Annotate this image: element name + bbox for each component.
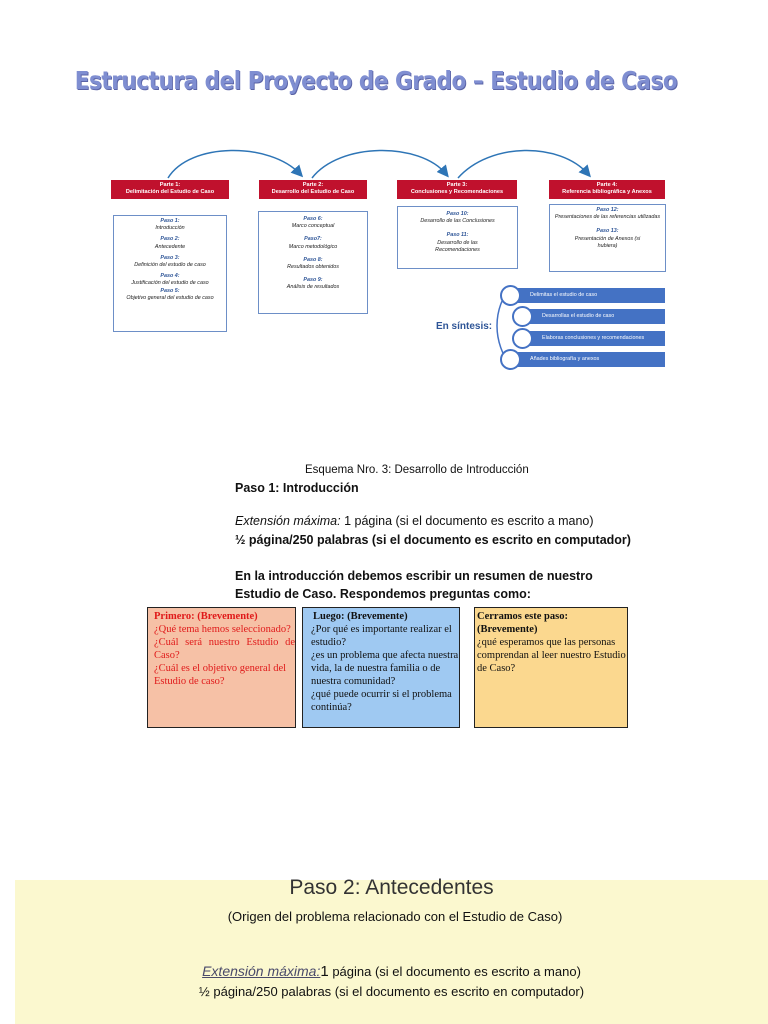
- step-text: Análisis de resultados: [286, 284, 340, 291]
- half-page-line: ½ página/250 palabras (si el documento es escrito en computador): [235, 533, 631, 547]
- part-4-header: Parte 4: Referencia bibliográfica y Anexos: [549, 180, 665, 199]
- box-heading: Luego: (Brevemente): [313, 611, 408, 622]
- step-label: Paso 8:: [303, 256, 323, 263]
- step-label: Paso 1:: [160, 218, 180, 224]
- extension-value: página (si el documento es escrito a mano): [328, 964, 581, 979]
- synthesis-bullet: [512, 306, 533, 327]
- paso2-subtitle: (Origen del problema relacionado con el Estudio de Caso): [227, 909, 563, 924]
- part-3-header: Parte 3: Conclusiones y Recomendaciones: [397, 180, 517, 199]
- paso2-section: [15, 880, 768, 1024]
- synthesis-bullet: [500, 285, 521, 306]
- scheme-title: Esquema Nro. 3: Desarrollo de Introducción: [305, 464, 529, 476]
- step-label: Paso 6:: [303, 216, 323, 222]
- step-heading: Paso 1: Introducción: [235, 481, 359, 495]
- step-label: Paso 12:: [596, 207, 619, 213]
- step-text: Justificación del estudio de caso: [131, 280, 209, 287]
- question: ¿Qué tema hemos seleccionado?: [154, 624, 291, 635]
- step-text: Objetivo general del estudio de caso: [126, 294, 214, 301]
- synthesis-item: Añades bibliografía y anexos: [510, 352, 665, 367]
- questions-box-close: [474, 607, 628, 728]
- step-text: Antecedente: [154, 243, 186, 250]
- step-label: Paso 2:: [160, 236, 180, 243]
- synthesis-label: En síntesis:: [436, 321, 493, 332]
- box-heading: Cerramos este paso: (Brevemente): [477, 611, 568, 635]
- step-text: Marco metodológico: [288, 243, 338, 250]
- step-text: Desarrollo de las Recomendaciones: [435, 239, 480, 253]
- synthesis-bullet: [500, 349, 521, 370]
- question: ¿qué esperamos que las personas comprendan al leer nuestro Estudio de Caso?: [477, 637, 626, 674]
- box-heading: Primero: (Brevemente): [154, 611, 258, 622]
- question: ¿es un problema que afecta nuestra vida, la de nuestra familia o de nuestra comunidad?: [311, 650, 459, 687]
- questions-box-then: [302, 607, 460, 728]
- synthesis-bullet: [512, 328, 533, 349]
- part-2-header: Parte 2: Desarrollo del Estudio de Caso: [259, 180, 367, 199]
- extension-label: Extensión máxima:: [202, 963, 321, 979]
- flow-arrows: [0, 140, 768, 180]
- step-label: Paso 4:: [160, 273, 180, 280]
- question: ¿Por qué es importante realizar el estudio?: [311, 624, 452, 648]
- extension-value: 1 página (si el documento es escrito a mano): [340, 514, 594, 528]
- step-label: Paso 3:: [160, 254, 180, 261]
- step-text: Presentaciones de las referencias utilizadas: [554, 214, 661, 221]
- step-label: Paso 11:: [446, 232, 469, 239]
- question: ¿qué puede ocurrir si el problema continúa?: [311, 689, 452, 713]
- step-text: Introducción: [155, 225, 185, 232]
- intro-paragraph: En la introducción debemos escribir un resumen de nuestro Estudio de Caso. Respondemos preguntas como:: [235, 569, 593, 601]
- extension-label: Extensión máxima:: [235, 514, 341, 528]
- page-title: Estructura del Proyecto de Grado – Estudio de Caso: [74, 66, 678, 95]
- question: ¿Cuál es el objetivo general del Estudio de caso?: [154, 663, 287, 687]
- synthesis-item: Desarrollas el estudio de caso: [522, 309, 665, 324]
- part-1-header: Parte 1: Delimitación del Estudio de Caso: [111, 180, 229, 199]
- extension-line: [235, 514, 594, 528]
- part-3-steps: [397, 206, 518, 269]
- step-label: Paso 13:: [596, 228, 619, 235]
- question: ¿Cuál será nuestro Estudio de Caso?: [154, 637, 295, 661]
- part-2-steps: [258, 211, 368, 314]
- step-text: Marco conceptual: [291, 223, 335, 230]
- step-label: Paso 10:: [446, 211, 469, 217]
- step-text: Definición del estudio de caso: [134, 262, 206, 269]
- step-text: Desarrollo de las Conclusiones: [420, 218, 495, 225]
- extension-number: 1: [320, 963, 329, 980]
- step-text: Presentación de Anexos (si hubiera): [574, 235, 641, 249]
- synthesis-item: Delimitas el estudio de caso: [510, 288, 665, 303]
- paso2-half-page-line: ½ página/250 palabras (si el documento es escrito en computador): [198, 984, 585, 999]
- questions-box-first: [147, 607, 296, 728]
- part-4-steps: [549, 204, 666, 272]
- step-label: Paso7:: [304, 236, 322, 243]
- step-label: Paso 9:: [303, 277, 323, 284]
- paso2-title: Paso 2: Antecedentes: [289, 876, 494, 899]
- step-text: Resultados obtenidos: [287, 264, 339, 271]
- step-label: Paso 5:: [160, 287, 180, 294]
- synthesis-item: Elaboras conclusiones y recomendaciones: [522, 331, 665, 346]
- part-1-steps: [113, 215, 227, 332]
- paso2-extension-line: [15, 963, 768, 980]
